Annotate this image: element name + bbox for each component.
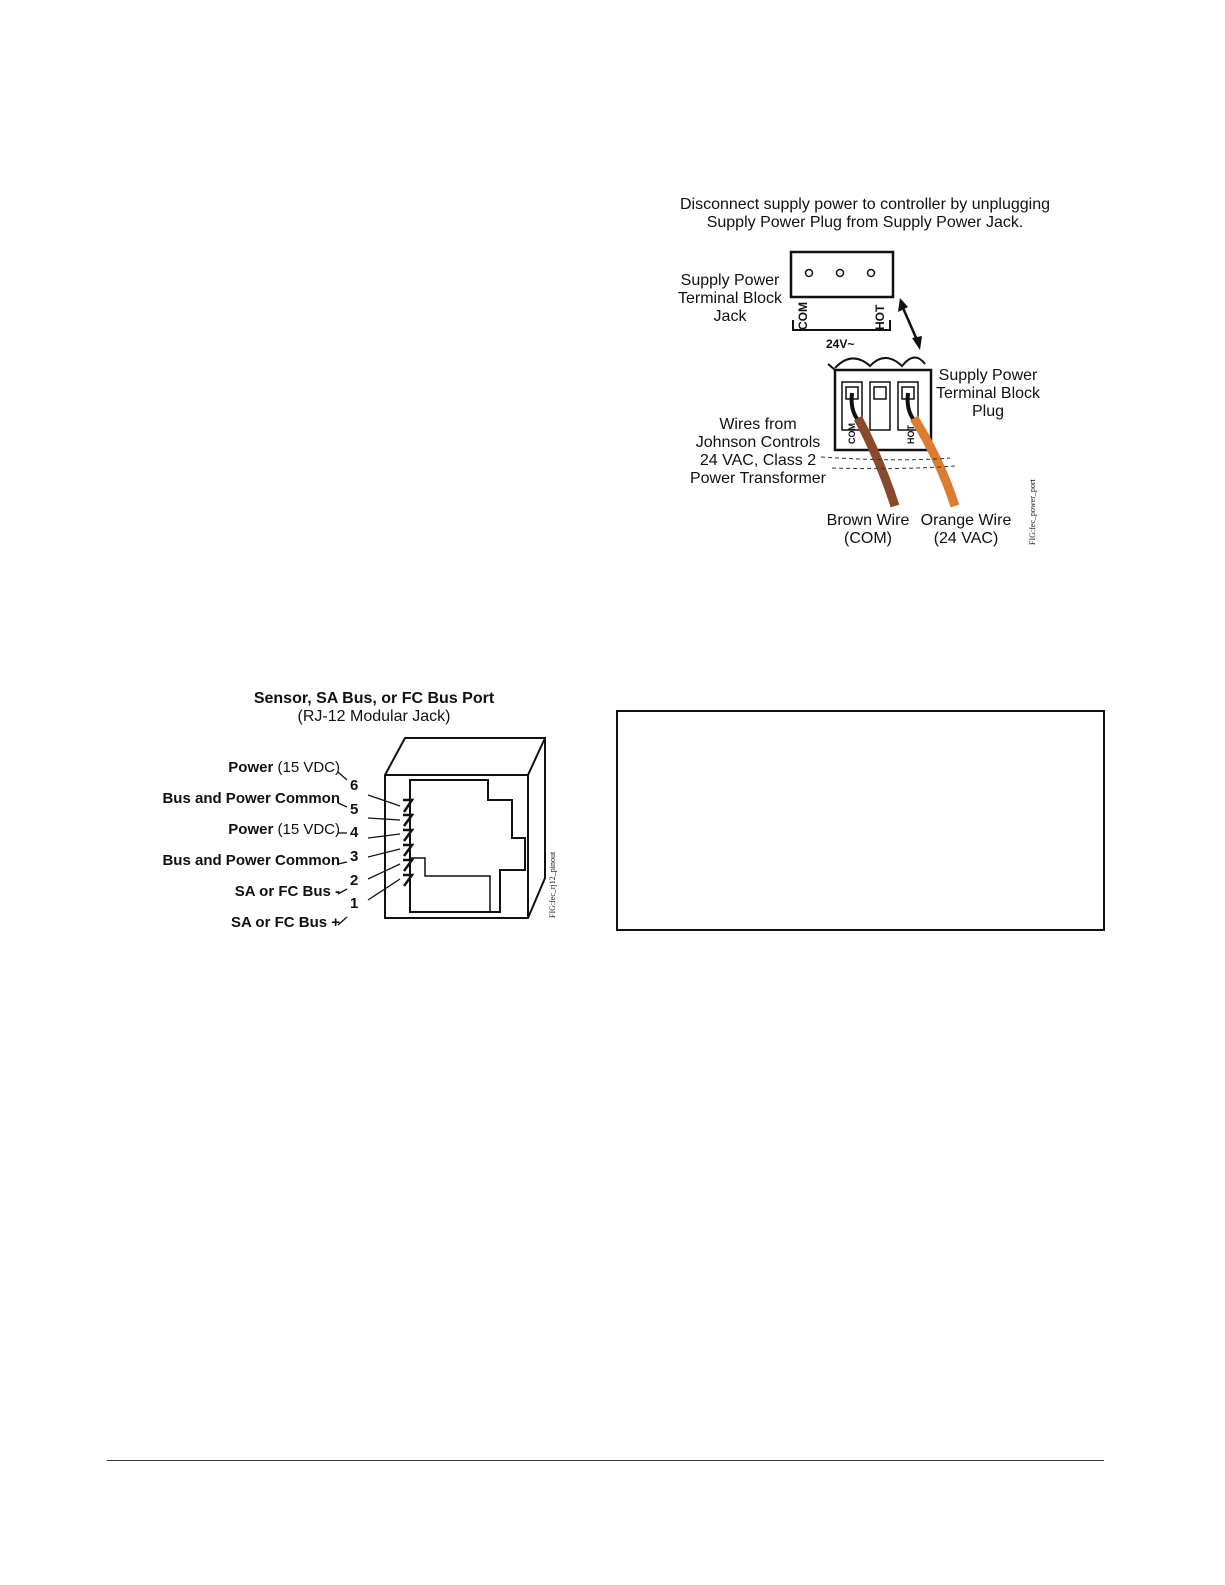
jack-label-line: Terminal Block [677,290,783,307]
pinout-fig-id: FIG:fec_rj12_pinout [548,851,557,918]
jack-label [660,272,800,326]
pin-number-2: 2 [350,872,359,889]
power-fig-id: FIG:fec_power_port [1028,479,1037,545]
power-caption-line-2: Supply Power Plug from Supply Power Jack. [706,214,1024,231]
power-port-drawing [780,240,1020,520]
pin-number-4: 4 [350,824,359,841]
notice-box [616,710,1105,931]
plug-label-line: Plug [971,403,1005,420]
orange-wire-label-line: Orange Wire [920,512,1012,529]
wires-label-line: Johnson Controls [695,434,821,451]
rj12-jack-drawing [330,730,550,950]
plug-hot-label: HOT [906,425,916,444]
jack-com-label: COM [796,302,810,330]
plug-label-line: Supply Power [938,367,1038,384]
pin-label-bold: Bus and Power Common [162,852,340,869]
wires-label-line: Power Transformer [689,470,827,487]
pinout-title-block [234,690,514,726]
plug-label-line: Terminal Block [935,385,1041,402]
pin-label-rest: (15 VDC) [273,759,340,776]
pin-number-3: 3 [350,848,359,865]
brown-wire-label-line: (COM) [844,530,892,547]
orange-wire [914,418,955,506]
pin-label-2 [235,883,340,900]
pin-number-6: 6 [350,777,359,794]
footer-rule [107,1460,1104,1461]
double-arrow-icon [898,298,922,350]
pin-label-6 [228,759,340,776]
power-caption-line-1: Disconnect supply power to controller by unplugging [680,196,1050,213]
pinout-title: Sensor, SA Bus, or FC Bus Port [253,690,495,707]
power-caption [640,196,1090,232]
pin-label-bold: SA or FC Bus - [234,883,340,900]
wires-label-line: 24 VAC, Class 2 [699,452,817,469]
pin-number-5: 5 [350,801,359,818]
voltage-label: 24V~ [826,337,855,351]
brown-wire-label-line: Brown Wire [826,512,910,529]
pin-label-bold: Bus and Power Common [162,790,340,807]
pin-label-bold: Power [228,821,274,838]
pin-number-1: 1 [350,895,359,912]
pin-label-rest: (15 VDC) [273,821,340,838]
jack-hot-label: HOT [873,304,887,330]
pin-label-3 [162,852,340,869]
jack-label-line: Jack [713,308,747,325]
plug-com-label: COM [847,423,857,444]
terminal-block-jack [791,252,893,351]
pinout-subtitle: (RJ-12 Modular Jack) [297,708,451,725]
pin-label-bold: Power [228,759,274,776]
jack-label-line: Supply Power [680,272,780,289]
pin-label-bold: SA or FC Bus + [230,914,340,931]
pin-label-5 [162,790,340,807]
pin-label-4 [228,821,340,838]
pin-labels [100,750,340,940]
wires-label-line: Wires from [719,416,797,433]
orange-wire-label-line: (24 VAC) [933,530,999,547]
terminal-block-plug [828,357,931,450]
pin-label-1 [231,914,340,931]
